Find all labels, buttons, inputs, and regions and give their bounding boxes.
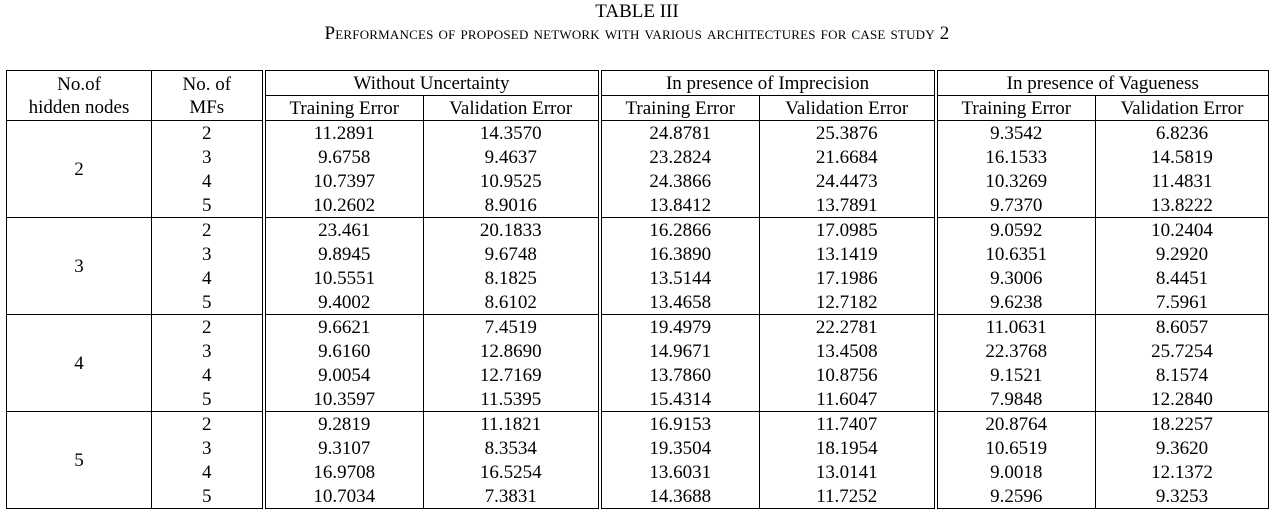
training-error-cell: 9.6621 <box>264 315 424 340</box>
training-error-cell: 10.6351 <box>936 242 1096 266</box>
validation-error-cell: 9.3620 <box>1096 436 1269 460</box>
training-error-cell: 16.1533 <box>936 145 1096 169</box>
training-error-cell: 9.7370 <box>936 193 1096 218</box>
training-error-cell: 13.6031 <box>600 460 760 484</box>
table-row <box>7 460 1269 484</box>
mfs-cell: 4 <box>152 460 264 484</box>
table-row <box>7 169 1269 193</box>
table-row <box>7 145 1269 169</box>
training-error-cell: 16.9153 <box>600 412 760 437</box>
training-error-cell: 22.3768 <box>936 339 1096 363</box>
training-error-cell: 9.0018 <box>936 460 1096 484</box>
validation-error-cell: 17.0985 <box>760 218 936 243</box>
header-validation-error: Validation Error <box>424 96 600 121</box>
table-row <box>7 121 1269 146</box>
validation-error-cell: 13.1419 <box>760 242 936 266</box>
validation-error-cell: 13.4508 <box>760 339 936 363</box>
header-training-error: Training Error <box>936 96 1096 121</box>
training-error-cell: 13.5144 <box>600 266 760 290</box>
hidden-nodes-cell: 4 <box>7 315 152 412</box>
header-mfs <box>152 71 264 121</box>
table-body <box>7 121 1269 509</box>
validation-error-cell: 22.2781 <box>760 315 936 340</box>
validation-error-cell: 11.6047 <box>760 387 936 412</box>
table-row <box>7 266 1269 290</box>
training-error-cell: 10.7397 <box>264 169 424 193</box>
header-training-error: Training Error <box>600 96 760 121</box>
validation-error-cell: 18.1954 <box>760 436 936 460</box>
validation-error-cell: 12.8690 <box>424 339 600 363</box>
training-error-cell: 9.6160 <box>264 339 424 363</box>
header-group-imprecision: In presence of Imprecision <box>600 71 936 96</box>
training-error-cell: 10.5551 <box>264 266 424 290</box>
validation-error-cell: 18.2257 <box>1096 412 1269 437</box>
header-validation-error: Validation Error <box>1096 96 1269 121</box>
validation-error-cell: 13.8222 <box>1096 193 1269 218</box>
training-error-cell: 16.2866 <box>600 218 760 243</box>
validation-error-cell: 8.4451 <box>1096 266 1269 290</box>
validation-error-cell: 11.5395 <box>424 387 600 412</box>
results-table <box>6 70 1269 509</box>
hidden-nodes-cell: 3 <box>7 218 152 315</box>
mfs-cell: 4 <box>152 266 264 290</box>
training-error-cell: 23.2824 <box>600 145 760 169</box>
validation-error-cell: 8.9016 <box>424 193 600 218</box>
mfs-cell: 2 <box>152 412 264 437</box>
training-error-cell: 9.0592 <box>936 218 1096 243</box>
validation-error-cell: 8.3534 <box>424 436 600 460</box>
validation-error-cell: 20.1833 <box>424 218 600 243</box>
training-error-cell: 14.9671 <box>600 339 760 363</box>
header-training-error: Training Error <box>264 96 424 121</box>
training-error-cell: 19.4979 <box>600 315 760 340</box>
validation-error-cell: 7.3831 <box>424 484 600 509</box>
training-error-cell: 9.4002 <box>264 290 424 315</box>
table-row <box>7 436 1269 460</box>
header-hidden-nodes-line1: No.of <box>57 73 101 95</box>
validation-error-cell: 7.4519 <box>424 315 600 340</box>
header-mfs-line1: No. of <box>182 73 232 95</box>
validation-error-cell: 8.1825 <box>424 266 600 290</box>
mfs-cell: 5 <box>152 387 264 412</box>
training-error-cell: 24.3866 <box>600 169 760 193</box>
header-mfs-line2: MFs <box>189 96 225 118</box>
table-row <box>7 363 1269 387</box>
validation-error-cell: 12.7182 <box>760 290 936 315</box>
training-error-cell: 13.4658 <box>600 290 760 315</box>
header-hidden-nodes-line2: hidden nodes <box>28 96 130 118</box>
training-error-cell: 24.8781 <box>600 121 760 146</box>
validation-error-cell: 9.2920 <box>1096 242 1269 266</box>
validation-error-cell: 24.4473 <box>760 169 936 193</box>
training-error-cell: 10.7034 <box>264 484 424 509</box>
header-group-vagueness: In presence of Vagueness <box>936 71 1269 96</box>
validation-error-cell: 14.5819 <box>1096 145 1269 169</box>
mfs-cell: 3 <box>152 339 264 363</box>
training-error-cell: 16.9708 <box>264 460 424 484</box>
training-error-cell: 10.2602 <box>264 193 424 218</box>
validation-error-cell: 12.7169 <box>424 363 600 387</box>
validation-error-cell: 8.6057 <box>1096 315 1269 340</box>
validation-error-cell: 21.6684 <box>760 145 936 169</box>
training-error-cell: 13.8412 <box>600 193 760 218</box>
validation-error-cell: 13.0141 <box>760 460 936 484</box>
validation-error-cell: 11.7252 <box>760 484 936 509</box>
training-error-cell: 9.6758 <box>264 145 424 169</box>
validation-error-cell: 9.4637 <box>424 145 600 169</box>
header-row-1 <box>7 71 1269 96</box>
table-title: Performances of proposed network with various architectures for case study 2 <box>324 23 950 44</box>
validation-error-cell: 17.1986 <box>760 266 936 290</box>
validation-error-cell: 14.3570 <box>424 121 600 146</box>
validation-error-cell: 10.9525 <box>424 169 600 193</box>
training-error-cell: 14.3688 <box>600 484 760 509</box>
validation-error-cell: 8.1574 <box>1096 363 1269 387</box>
training-error-cell: 7.9848 <box>936 387 1096 412</box>
mfs-cell: 4 <box>152 363 264 387</box>
training-error-cell: 9.3006 <box>936 266 1096 290</box>
training-error-cell: 9.3542 <box>936 121 1096 146</box>
mfs-cell: 3 <box>152 145 264 169</box>
validation-error-cell: 25.7254 <box>1096 339 1269 363</box>
validation-error-cell: 9.3253 <box>1096 484 1269 509</box>
validation-error-cell: 12.1372 <box>1096 460 1269 484</box>
training-error-cell: 10.3269 <box>936 169 1096 193</box>
table-row <box>7 193 1269 218</box>
table-row <box>7 387 1269 412</box>
validation-error-cell: 13.7891 <box>760 193 936 218</box>
training-error-cell: 19.3504 <box>600 436 760 460</box>
validation-error-cell: 11.4831 <box>1096 169 1269 193</box>
training-error-cell: 9.2819 <box>264 412 424 437</box>
validation-error-cell: 11.7407 <box>760 412 936 437</box>
validation-error-cell: 10.8756 <box>760 363 936 387</box>
training-error-cell: 13.7860 <box>600 363 760 387</box>
table-row <box>7 315 1269 340</box>
validation-error-cell: 6.8236 <box>1096 121 1269 146</box>
table-label: TABLE III <box>595 1 679 22</box>
training-error-cell: 9.2596 <box>936 484 1096 509</box>
training-error-cell: 16.3890 <box>600 242 760 266</box>
training-error-cell: 10.3597 <box>264 387 424 412</box>
training-error-cell: 23.461 <box>264 218 424 243</box>
mfs-cell: 2 <box>152 315 264 340</box>
validation-error-cell: 25.3876 <box>760 121 936 146</box>
mfs-cell: 3 <box>152 242 264 266</box>
table-row <box>7 290 1269 315</box>
training-error-cell: 15.4314 <box>600 387 760 412</box>
validation-error-cell: 8.6102 <box>424 290 600 315</box>
mfs-cell: 2 <box>152 121 264 146</box>
mfs-cell: 2 <box>152 218 264 243</box>
mfs-cell: 3 <box>152 436 264 460</box>
table-caption <box>0 0 1274 47</box>
training-error-cell: 20.8764 <box>936 412 1096 437</box>
table-row <box>7 242 1269 266</box>
header-group-without-uncertainty: Without Uncertainty <box>264 71 600 96</box>
table-row <box>7 412 1269 437</box>
training-error-cell: 9.0054 <box>264 363 424 387</box>
training-error-cell: 9.3107 <box>264 436 424 460</box>
training-error-cell: 11.2891 <box>264 121 424 146</box>
training-error-cell: 9.1521 <box>936 363 1096 387</box>
table-row <box>7 484 1269 509</box>
mfs-cell: 5 <box>152 484 264 509</box>
table-row <box>7 218 1269 243</box>
training-error-cell: 9.8945 <box>264 242 424 266</box>
mfs-cell: 5 <box>152 290 264 315</box>
mfs-cell: 4 <box>152 169 264 193</box>
validation-error-cell: 16.5254 <box>424 460 600 484</box>
header-validation-error: Validation Error <box>760 96 936 121</box>
mfs-cell: 5 <box>152 193 264 218</box>
validation-error-cell: 7.5961 <box>1096 290 1269 315</box>
table-row <box>7 339 1269 363</box>
hidden-nodes-cell: 5 <box>7 412 152 509</box>
validation-error-cell: 11.1821 <box>424 412 600 437</box>
hidden-nodes-cell: 2 <box>7 121 152 218</box>
training-error-cell: 11.0631 <box>936 315 1096 340</box>
validation-error-cell: 10.2404 <box>1096 218 1269 243</box>
training-error-cell: 10.6519 <box>936 436 1096 460</box>
training-error-cell: 9.6238 <box>936 290 1096 315</box>
validation-error-cell: 12.2840 <box>1096 387 1269 412</box>
header-hidden-nodes <box>7 71 152 121</box>
validation-error-cell: 9.6748 <box>424 242 600 266</box>
